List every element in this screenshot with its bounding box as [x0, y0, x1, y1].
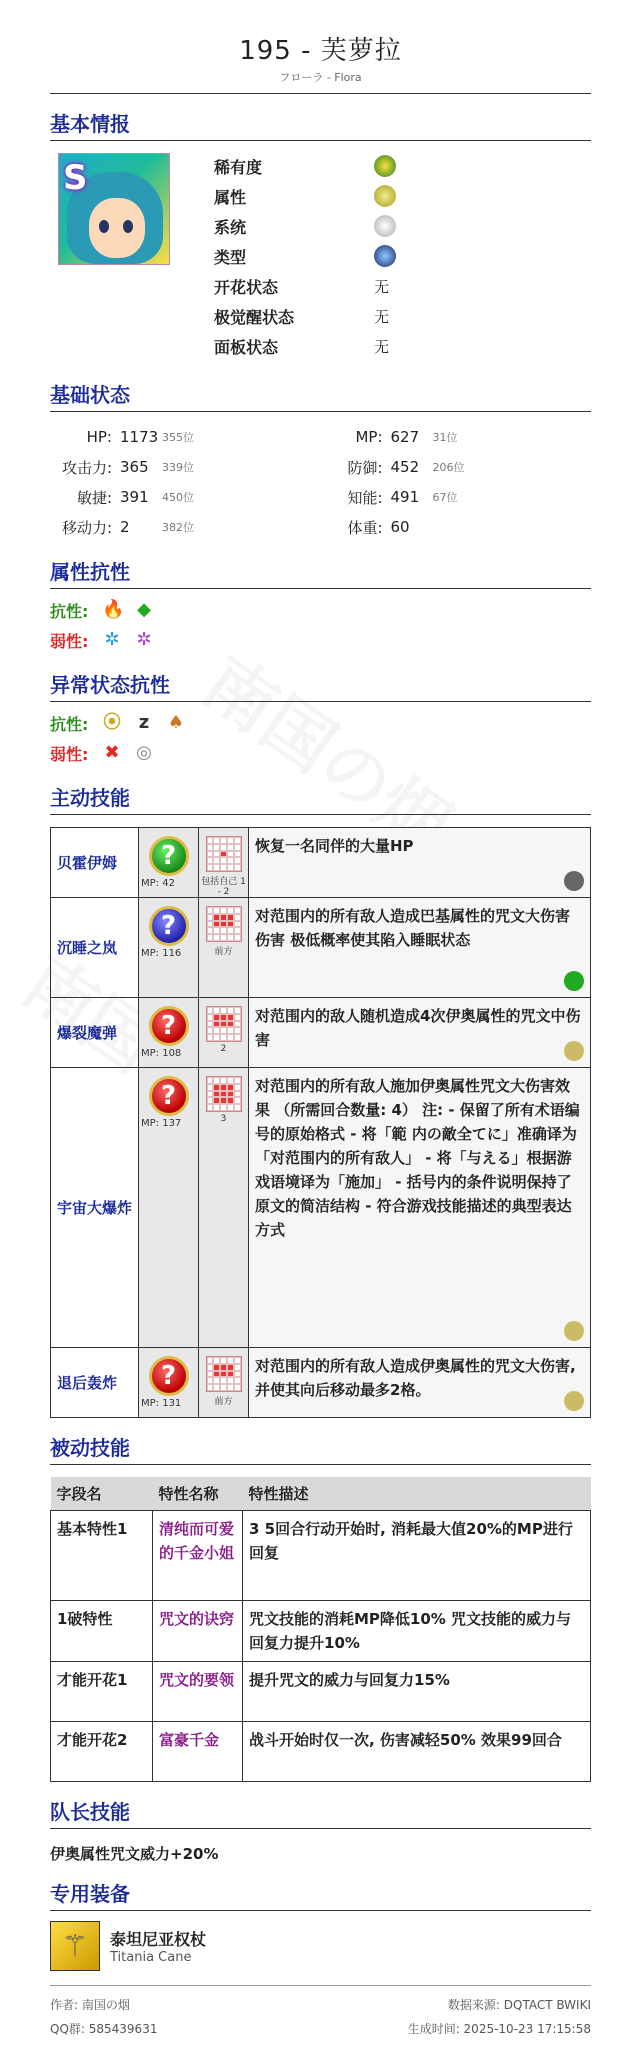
- skill-mp: MP: 108: [141, 1048, 182, 1059]
- info-label: 属性: [214, 187, 247, 207]
- skill-desc: [249, 1348, 591, 1418]
- active-skills-table: [50, 827, 591, 1418]
- range-grid-icon: [206, 1006, 242, 1042]
- spell-orb-icon: ?: [149, 1356, 189, 1396]
- generated-time: 生成时间: 2025-10-23 17:15:58: [407, 2022, 591, 2036]
- fire-icon: 🔥: [102, 599, 125, 620]
- skill-desc-text: 恢复一名同伴的大量HP: [255, 837, 414, 855]
- author: 作者: 南国の烟: [50, 1998, 130, 2012]
- passive-row: [51, 1511, 591, 1601]
- skill-row: [51, 998, 591, 1068]
- skill-desc: [249, 998, 591, 1068]
- charm-icon: ♠: [167, 712, 185, 733]
- skill-row: [51, 1348, 591, 1418]
- stat-value: 365: [120, 458, 149, 476]
- cane-icon: ⚚: [50, 1921, 100, 1971]
- info-label: 极觉醒状态: [214, 307, 295, 327]
- stat-rank: 382位: [162, 521, 194, 534]
- data-source: 数据来源: DQTACT BWIKI: [447, 1998, 591, 2012]
- passive-field: 才能开花1: [51, 1662, 153, 1722]
- passive-desc: 咒文技能的消耗MP降低10% 咒文技能的威力与回复力提升10%: [243, 1601, 591, 1662]
- stats-row: [50, 482, 591, 512]
- info-label: 开花状态: [214, 277, 279, 297]
- heal-icon: [564, 871, 584, 891]
- range-grid-icon: [206, 836, 242, 872]
- attribute-icon: [374, 185, 396, 207]
- skill-desc: [249, 898, 591, 998]
- resist-label: 抗性:: [50, 601, 89, 621]
- info-row: [214, 241, 396, 271]
- passive-desc: 提升咒文的威力与回复力15%: [243, 1662, 591, 1722]
- stat-rank: 206位: [432, 461, 465, 474]
- passive-row: [51, 1722, 591, 1782]
- stat-label: HP:: [86, 428, 112, 446]
- spell-orb-icon: ?: [149, 1006, 189, 1046]
- passive-name: 咒文的要领: [153, 1662, 243, 1722]
- stat-value: 2: [120, 518, 130, 536]
- stat-cell: [50, 487, 321, 508]
- skill-desc: [249, 1068, 591, 1348]
- light-icon: [564, 1391, 584, 1411]
- ice-icon: ✲: [104, 629, 120, 650]
- col-name: 特性名称: [153, 1477, 243, 1511]
- stat-cell: [50, 517, 321, 538]
- spell-orb-icon: ?: [149, 1076, 189, 1116]
- light-icon: [564, 1321, 584, 1341]
- skill-desc-text: 对范围内的所有敌人造成巴基属性的咒文大伤害伤害 极低概率使其陷入睡眠状态: [255, 907, 571, 949]
- page-title: 195 - 芙萝拉: [239, 36, 402, 66]
- skill-name: 贝霍伊姆: [51, 828, 139, 898]
- stat-label: 知能:: [347, 488, 383, 507]
- system-icon: [374, 215, 396, 237]
- skill-range: 3: [220, 1114, 227, 1124]
- skill-name: 爆裂魔弹: [51, 998, 139, 1068]
- stat-value: 452: [390, 458, 420, 476]
- skill-range-cell: [199, 1348, 249, 1418]
- skill-range-cell: [199, 898, 249, 998]
- type-icon: [374, 245, 396, 267]
- confuse-icon: ⦿: [103, 712, 121, 733]
- basic-info: [50, 153, 591, 365]
- stat-rank: 67位: [432, 491, 458, 504]
- info-label: 系统: [214, 217, 247, 237]
- info-row: [214, 211, 396, 241]
- stats-table: [50, 422, 591, 542]
- sleep-icon: z: [138, 712, 150, 733]
- resist-label: 抗性:: [50, 714, 89, 734]
- passive-name: 清纯而可爱的千金小姐: [153, 1511, 243, 1601]
- skill-range: 前方: [214, 1397, 233, 1407]
- info-value: 无: [374, 337, 390, 356]
- skill-icon-cell: [139, 1068, 199, 1348]
- skill-icon-cell: [139, 1348, 199, 1418]
- passive-desc: 战斗开始时仅一次, 伤害减轻50% 效果99回合: [243, 1722, 591, 1782]
- skill-row: [51, 1068, 591, 1348]
- page: [50, 0, 591, 1971]
- skill-name: 退后轰炸: [51, 1348, 139, 1418]
- info-row: [214, 301, 396, 331]
- stats-row: [50, 512, 591, 542]
- qq-group: QQ群: 585439631: [50, 2022, 158, 2036]
- skill-name: 沉睡之岚: [51, 898, 139, 998]
- section-attr-resist: 属性抗性: [50, 556, 591, 589]
- stat-cell: [321, 457, 592, 478]
- passive-row: [51, 1662, 591, 1722]
- stat-value: 627: [390, 428, 420, 446]
- rarity-letter: S: [63, 158, 88, 198]
- cross-icon: ✖: [104, 742, 120, 763]
- dark-icon: ✲: [136, 629, 152, 650]
- col-field: 字段名: [51, 1477, 153, 1511]
- skill-row: [51, 898, 591, 998]
- stat-value: 60: [390, 518, 410, 536]
- section-basic-info: 基本情报: [50, 108, 591, 141]
- range-grid-icon: [206, 906, 242, 942]
- stat-label: 移动力:: [61, 518, 112, 537]
- footer: [50, 1985, 591, 2044]
- leader-skill-text: 伊奥属性咒文威力+20%: [50, 1845, 219, 1863]
- character-portrait: [58, 153, 170, 265]
- stats-row: [50, 422, 591, 452]
- stat-cell: [50, 457, 321, 478]
- skill-mp: MP: 42: [141, 878, 175, 889]
- range-grid-icon: [206, 1356, 242, 1392]
- skill-range: 包括自己 1 - 2: [201, 877, 246, 897]
- stat-label: 攻击力:: [61, 458, 112, 477]
- skill-mp: MP: 131: [141, 1398, 182, 1409]
- spell-orb-icon: ?: [149, 906, 189, 946]
- skill-icon-cell: [139, 998, 199, 1068]
- stat-label: 防御:: [347, 458, 383, 477]
- info-row: [214, 331, 396, 361]
- skill-range-cell: [199, 998, 249, 1068]
- passive-field: 基本特性1: [51, 1511, 153, 1601]
- passive-row: [51, 1601, 591, 1662]
- skill-range: 2: [220, 1044, 227, 1054]
- section-base-stats: 基础状态: [50, 379, 591, 412]
- skill-mp: MP: 137: [141, 1118, 182, 1129]
- section-status-resist: 异常状态抗性: [50, 669, 591, 702]
- section-active-skills: 主动技能: [50, 782, 591, 815]
- wind-icon: [564, 971, 584, 991]
- skill-desc-text: 对范围内的所有敌人施加伊奥属性咒文大伤害效果 （所需回合数量: 4） 注: - 保留了所有术语编号的原始格式 - 将「範 内の敵全てに」准确译为「对范围内的所有敌人」 - 将「与える」根据游戏语境译为「施加」 - 括号内的条件说明保持了原文的简洁结构 - 符合游戏技能描述的典型表达方式: [255, 1077, 580, 1239]
- skill-range-cell: [199, 1068, 249, 1348]
- info-label: 类型: [214, 247, 247, 267]
- stat-rank: 339位: [162, 461, 194, 474]
- skill-desc-text: 对范围内的所有敌人造成伊奥属性的咒文大伤害, 并使其向后移动最多2格。: [255, 1357, 576, 1399]
- info-row: [214, 181, 396, 211]
- attr-resist: [50, 595, 591, 655]
- col-desc: 特性描述: [243, 1477, 591, 1511]
- skill-range: 前方: [214, 947, 233, 957]
- info-row: [214, 151, 396, 181]
- skill-row: [51, 828, 591, 898]
- info-value: 无: [374, 307, 390, 326]
- info-row: [214, 271, 396, 301]
- section-equipment: 专用装备: [50, 1878, 591, 1911]
- rarity-s-icon: [374, 155, 396, 177]
- equipment: [50, 1921, 591, 1971]
- stat-rank: 450位: [162, 491, 194, 504]
- skill-desc: [249, 828, 591, 898]
- stat-rank: 355位: [162, 431, 194, 444]
- info-label: 稀有度: [214, 157, 263, 177]
- status-resist: [50, 708, 591, 768]
- stat-value: 491: [390, 488, 420, 506]
- weak-label: 弱性:: [50, 631, 89, 651]
- stat-label: MP:: [355, 428, 383, 446]
- page-subtitle: フローラ - Flora: [50, 69, 591, 94]
- passive-name: 富豪千金: [153, 1722, 243, 1782]
- wind-icon: ◆: [137, 599, 151, 620]
- stat-value: 1173: [120, 428, 159, 446]
- spell-orb-icon: ?: [149, 836, 189, 876]
- stat-cell: [321, 517, 592, 538]
- stats-row: [50, 452, 591, 482]
- passive-skills-table: [50, 1477, 591, 1782]
- stat-rank: 31位: [432, 431, 458, 444]
- info-value: 无: [374, 277, 390, 296]
- stat-cell: [321, 428, 592, 446]
- skill-icon-cell: [139, 828, 199, 898]
- info-list: [214, 151, 396, 365]
- stat-label: 体重:: [347, 518, 383, 537]
- info-label: 面板状态: [214, 337, 279, 357]
- passive-field: 1破特性: [51, 1601, 153, 1662]
- skill-mp: MP: 116: [141, 948, 182, 959]
- equip-en-name: Titania Cane: [110, 1950, 192, 1965]
- equip-name: 泰坦尼亚权杖: [110, 1930, 207, 1949]
- ring-icon: ◎: [136, 742, 152, 763]
- section-passive-skills: 被动技能: [50, 1432, 591, 1465]
- range-grid-icon: [206, 1076, 242, 1112]
- weak-label: 弱性:: [50, 744, 89, 764]
- stat-cell: [50, 428, 321, 446]
- stat-cell: [321, 487, 592, 508]
- skill-icon-cell: [139, 898, 199, 998]
- skill-desc-text: 对范围内的敌人随机造成4次伊奥属性的咒文中伤害: [255, 1007, 581, 1049]
- stat-value: 391: [120, 488, 149, 506]
- skill-name: 宇宙大爆炸: [51, 1068, 139, 1348]
- section-leader-skill: 队长技能: [50, 1796, 591, 1829]
- skill-range-cell: [199, 828, 249, 898]
- passive-desc: 3 5回合行动开始时, 消耗最大值20%的MP进行回复: [243, 1511, 591, 1601]
- passive-name: 咒文的诀窍: [153, 1601, 243, 1662]
- stat-label: 敏捷:: [76, 488, 112, 507]
- passive-field: 才能开花2: [51, 1722, 153, 1782]
- light-icon: [564, 1041, 584, 1061]
